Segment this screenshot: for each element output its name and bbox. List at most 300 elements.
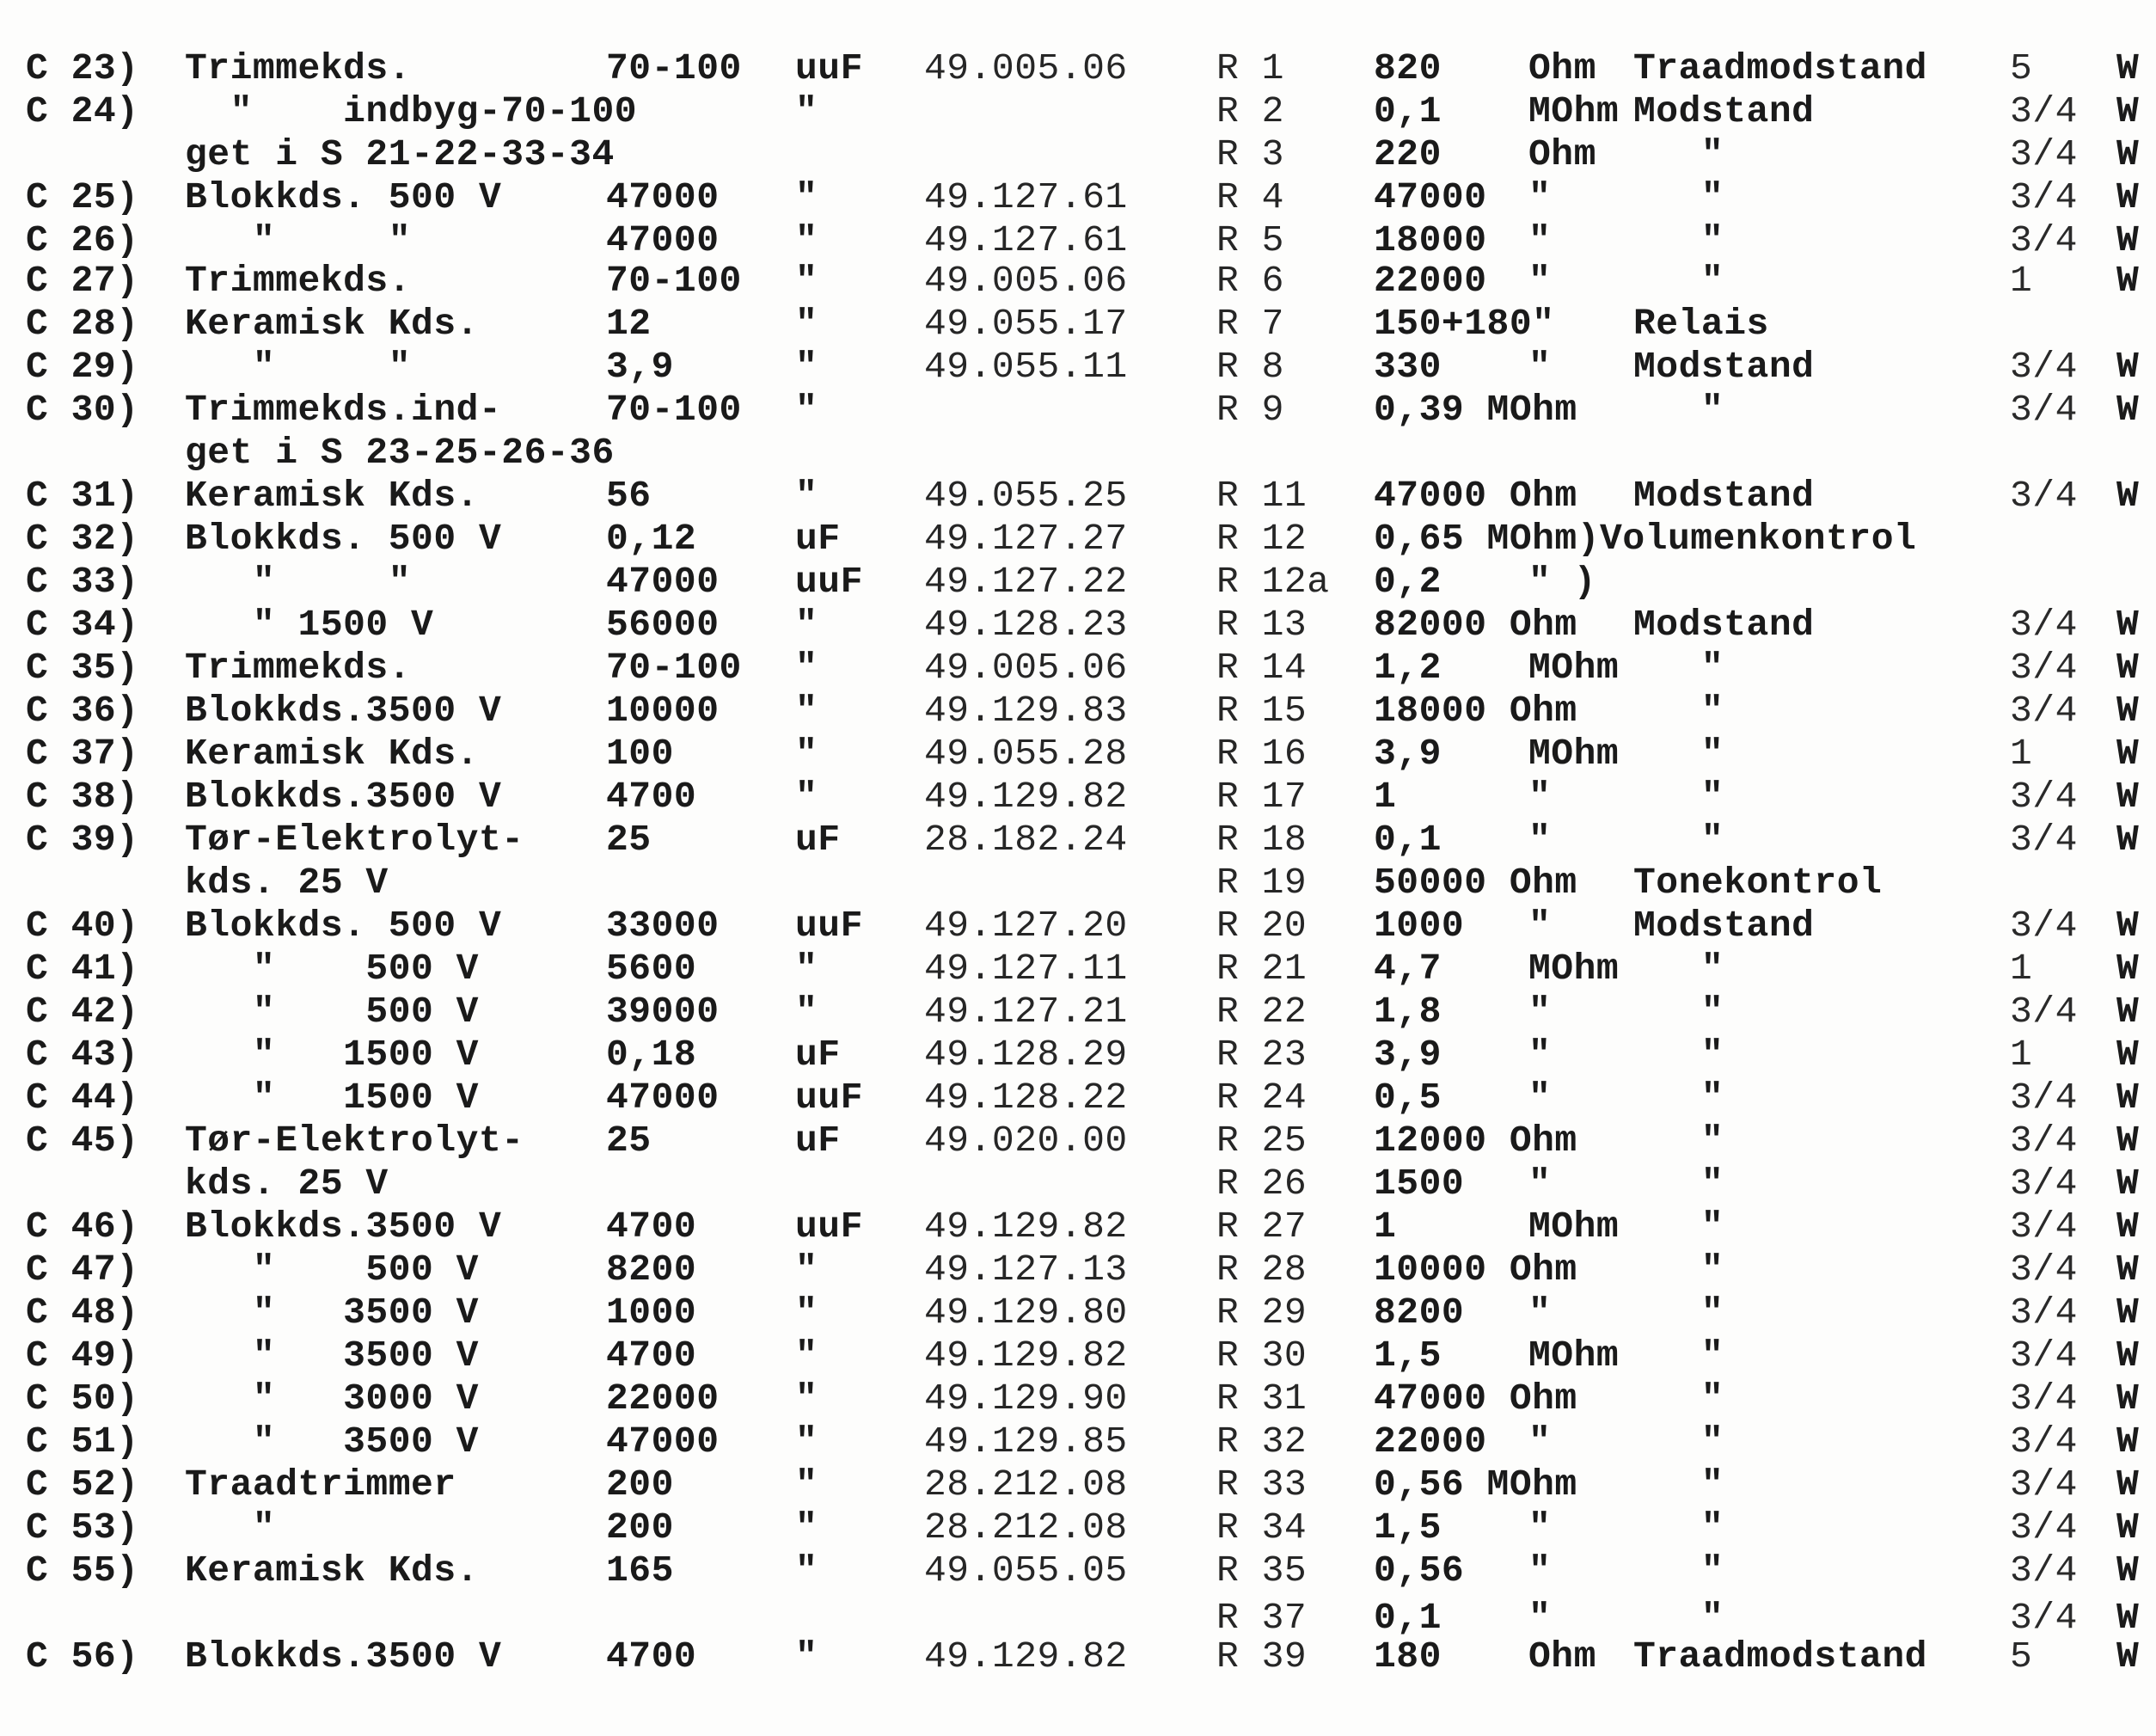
cap-part-number: 49.127.21 — [924, 991, 1128, 1033]
cap-description: " 1500 V — [185, 1077, 479, 1119]
cap-unit: " — [795, 475, 818, 517]
res-wattage: 3/4 — [2010, 219, 2078, 261]
cap-ref: C 23) — [26, 47, 139, 89]
res-value: 1 — [1374, 776, 1397, 818]
cap-value: 4700 — [606, 776, 697, 818]
res-ref: R 12 — [1216, 518, 1308, 560]
res-value: 3,9 — [1374, 733, 1442, 775]
res-unit: " — [1528, 1549, 1552, 1592]
res-wattage: 3/4 — [2010, 389, 2078, 431]
cap-value: 8200 — [606, 1248, 697, 1291]
res-ref: R 1 — [1216, 47, 1284, 89]
res-unit: MOhm — [1528, 1205, 1620, 1248]
res-ref: R 24 — [1216, 1077, 1308, 1119]
cap-ref: C 24) — [26, 90, 139, 132]
cap-unit: uF — [795, 1034, 841, 1076]
res-ref: R 8 — [1216, 346, 1284, 388]
res-ref: R 35 — [1216, 1549, 1308, 1592]
res-watt-unit: W — [2116, 260, 2140, 302]
res-description: " — [1633, 948, 1724, 990]
res-wattage: 3/4 — [2010, 776, 2078, 818]
res-wattage: 3/4 — [2010, 475, 2078, 517]
cap-description: Keramisk Kds. — [185, 303, 479, 345]
cap-value: 47000 — [606, 561, 720, 603]
res-description: Modstand — [1633, 475, 1815, 517]
cap-value: 47000 — [606, 176, 720, 218]
parts-row — [0, 647, 2156, 690]
cap-description: " 3500 V — [185, 1334, 479, 1377]
cap-description: Blokkds.3500 V — [185, 1205, 502, 1248]
cap-ref: C 45) — [26, 1120, 139, 1162]
cap-ref: C 25) — [26, 176, 139, 218]
res-value: 82000 Ohm — [1374, 604, 1577, 646]
cap-part-number: 49.129.80 — [924, 1291, 1128, 1334]
res-ref: R 3 — [1216, 133, 1284, 175]
parts-row — [0, 389, 2156, 432]
res-description: " — [1633, 1034, 1724, 1076]
res-value: 4,7 — [1374, 948, 1442, 990]
res-wattage: 3/4 — [2010, 1077, 2078, 1119]
res-wattage: 3/4 — [2010, 647, 2078, 689]
cap-value: 4700 — [606, 1334, 697, 1377]
res-watt-unit: W — [2116, 1635, 2140, 1678]
res-value: 22000 — [1374, 1420, 1487, 1463]
res-description: " — [1633, 176, 1724, 218]
parts-row — [0, 561, 2156, 604]
res-watt-unit: W — [2116, 1034, 2140, 1076]
cap-description: Tør-Elektrolyt- — [185, 819, 524, 861]
res-value: 47000 — [1374, 176, 1487, 218]
parts-row — [0, 1205, 2156, 1248]
cap-unit: " — [795, 1334, 818, 1377]
cap-ref: C 48) — [26, 1291, 139, 1334]
cap-description: " — [185, 1506, 276, 1549]
cap-part-number: 49.129.82 — [924, 1635, 1128, 1678]
cap-description: " 3500 V — [185, 1291, 479, 1334]
res-description: " — [1633, 1597, 1724, 1639]
res-description: " — [1633, 1420, 1724, 1463]
cap-value: 56000 — [606, 604, 720, 646]
cap-part-number: 49.005.06 — [924, 647, 1128, 689]
res-watt-unit: W — [2116, 991, 2140, 1033]
cap-unit: " — [795, 389, 818, 431]
cap-unit: uF — [795, 518, 841, 560]
res-ref: R 18 — [1216, 819, 1308, 861]
cap-unit: " — [795, 690, 818, 732]
parts-row — [0, 948, 2156, 991]
cap-value: 200 — [606, 1463, 674, 1506]
cap-description: " 500 V — [185, 1248, 479, 1291]
cap-part-number: 49.129.82 — [924, 1334, 1128, 1377]
cap-description: " indbyg-70-100 — [185, 90, 638, 132]
res-value: 10000 Ohm — [1374, 1248, 1577, 1291]
cap-description: Keramisk Kds. — [185, 1549, 479, 1592]
cap-description: " 500 V — [185, 948, 479, 990]
cap-description: kds. 25 V — [185, 862, 389, 904]
parts-row — [0, 862, 2156, 905]
res-description: " — [1633, 1463, 1724, 1506]
cap-ref: C 35) — [26, 647, 139, 689]
cap-unit: " — [795, 1291, 818, 1334]
parts-row — [0, 1291, 2156, 1334]
res-unit: " — [1528, 776, 1552, 818]
cap-unit: " — [795, 219, 818, 261]
parts-row — [0, 346, 2156, 389]
res-wattage: 1 — [2010, 733, 2033, 775]
cap-description: Traadtrimmer — [185, 1463, 456, 1506]
res-wattage: 3/4 — [2010, 1420, 2078, 1463]
res-value: 0,65 MOhm)Volumenkontrol — [1374, 518, 1917, 560]
cap-ref: C 53) — [26, 1506, 139, 1549]
cap-unit: " — [795, 1635, 818, 1678]
cap-value: 70-100 — [606, 647, 742, 689]
cap-description: Trimmekds.ind- — [185, 389, 502, 431]
res-watt-unit: W — [2116, 47, 2140, 89]
cap-ref: C 29) — [26, 346, 139, 388]
res-description: " — [1633, 1291, 1724, 1334]
parts-row — [0, 991, 2156, 1034]
res-ref: R 9 — [1216, 389, 1284, 431]
res-wattage: 3/4 — [2010, 604, 2078, 646]
parts-row — [0, 1120, 2156, 1162]
res-value: 220 — [1374, 133, 1442, 175]
res-value: 1,2 — [1374, 647, 1442, 689]
cap-value: 4700 — [606, 1635, 697, 1678]
res-wattage: 3/4 — [2010, 819, 2078, 861]
res-description: " — [1633, 260, 1724, 302]
res-unit: " — [1528, 1420, 1552, 1463]
res-ref: R 25 — [1216, 1120, 1308, 1162]
cap-value: 70-100 — [606, 389, 742, 431]
cap-part-number: 49.055.28 — [924, 733, 1128, 775]
cap-unit: " — [795, 90, 818, 132]
cap-description: " " — [185, 346, 412, 388]
res-value: 1000 — [1374, 905, 1465, 947]
res-unit: " — [1528, 1162, 1552, 1205]
cap-part-number: 49.127.20 — [924, 905, 1128, 947]
cap-ref: C 26) — [26, 219, 139, 261]
res-ref: R 27 — [1216, 1205, 1308, 1248]
parts-row — [0, 776, 2156, 819]
res-value: 3,9 — [1374, 1034, 1442, 1076]
res-unit: " — [1528, 905, 1552, 947]
res-watt-unit: W — [2116, 1334, 2140, 1377]
cap-part-number: 49.005.06 — [924, 47, 1128, 89]
res-watt-unit: W — [2116, 133, 2140, 175]
parts-row — [0, 518, 2156, 561]
res-value: 18000 Ohm — [1374, 690, 1577, 732]
res-watt-unit: W — [2116, 1549, 2140, 1592]
res-wattage: 3/4 — [2010, 690, 2078, 732]
res-ref: R 12a — [1216, 561, 1330, 603]
parts-row — [0, 176, 2156, 219]
cap-ref: C 44) — [26, 1077, 139, 1119]
cap-description: " 1500 V — [185, 1034, 479, 1076]
res-description: " — [1633, 991, 1724, 1033]
cap-description: Blokkds.3500 V — [185, 776, 502, 818]
cap-description: get i S 21-22-33-34 — [185, 133, 615, 175]
parts-row — [0, 1597, 2156, 1640]
cap-part-number: 49.127.11 — [924, 948, 1128, 990]
res-description: " — [1633, 647, 1724, 689]
res-unit: MOhm — [1528, 733, 1620, 775]
cap-value: 56 — [606, 475, 652, 517]
parts-row — [0, 604, 2156, 647]
cap-description: Blokkds. 500 V — [185, 518, 502, 560]
res-wattage: 3/4 — [2010, 1597, 2078, 1639]
cap-ref: C 42) — [26, 991, 139, 1033]
res-description: " — [1633, 1248, 1724, 1291]
res-wattage: 1 — [2010, 260, 2033, 302]
cap-value: 1000 — [606, 1291, 697, 1334]
cap-unit: uuF — [795, 561, 863, 603]
res-watt-unit: W — [2116, 1205, 2140, 1248]
res-description: Relais — [1633, 303, 1769, 345]
res-watt-unit: W — [2116, 1506, 2140, 1549]
cap-value: 47000 — [606, 1077, 720, 1119]
res-description: Modstand — [1633, 905, 1815, 947]
res-watt-unit: W — [2116, 389, 2140, 431]
res-watt-unit: W — [2116, 1291, 2140, 1334]
parts-row — [0, 690, 2156, 733]
res-watt-unit: W — [2116, 176, 2140, 218]
cap-value: 70-100 — [606, 47, 742, 89]
res-unit: " — [1528, 176, 1552, 218]
cap-description: " " — [185, 219, 412, 261]
res-wattage: 3/4 — [2010, 1334, 2078, 1377]
cap-description: Trimmekds. — [185, 260, 412, 302]
cap-part-number: 28.212.08 — [924, 1506, 1128, 1549]
cap-description: " 3500 V — [185, 1420, 479, 1463]
parts-row — [0, 1034, 2156, 1077]
cap-value: 3,9 — [606, 346, 674, 388]
parts-row — [0, 90, 2156, 133]
res-watt-unit: W — [2116, 604, 2140, 646]
cap-description: Trimmekds. — [185, 647, 412, 689]
cap-part-number: 49.129.83 — [924, 690, 1128, 732]
res-watt-unit: W — [2116, 1248, 2140, 1291]
res-unit: " — [1528, 260, 1552, 302]
parts-row — [0, 1162, 2156, 1205]
cap-part-number: 49.127.22 — [924, 561, 1128, 603]
parts-row — [0, 1506, 2156, 1549]
res-ref: R 2 — [1216, 90, 1284, 132]
res-ref: R 29 — [1216, 1291, 1308, 1334]
res-value: 8200 — [1374, 1291, 1465, 1334]
res-watt-unit: W — [2116, 647, 2140, 689]
parts-row — [0, 303, 2156, 346]
cap-description: Blokkds. 500 V — [185, 176, 502, 218]
res-ref: R 39 — [1216, 1635, 1308, 1678]
cap-part-number: 49.127.27 — [924, 518, 1128, 560]
res-description: " — [1633, 1077, 1724, 1119]
parts-row — [0, 1549, 2156, 1592]
parts-row — [0, 1635, 2156, 1678]
res-wattage: 3/4 — [2010, 1377, 2078, 1420]
res-description: " — [1633, 776, 1724, 818]
res-value: 1 — [1374, 1205, 1397, 1248]
res-watt-unit: W — [2116, 1162, 2140, 1205]
res-unit: " — [1528, 219, 1552, 261]
cap-ref: C 34) — [26, 604, 139, 646]
cap-unit: " — [795, 1377, 818, 1420]
cap-description: Blokkds. 500 V — [185, 905, 502, 947]
res-description: Traadmodstand — [1633, 47, 1927, 89]
cap-description: kds. 25 V — [185, 1162, 389, 1205]
cap-value: 100 — [606, 733, 674, 775]
cap-ref: C 37) — [26, 733, 139, 775]
res-value: 1,5 — [1374, 1334, 1442, 1377]
cap-ref: C 49) — [26, 1334, 139, 1377]
res-wattage: 3/4 — [2010, 1162, 2078, 1205]
cap-unit: uF — [795, 819, 841, 861]
cap-description: Blokkds.3500 V — [185, 1635, 502, 1678]
res-ref: R 34 — [1216, 1506, 1308, 1549]
parts-row — [0, 733, 2156, 776]
res-ref: R 21 — [1216, 948, 1308, 990]
res-wattage: 3/4 — [2010, 991, 2078, 1033]
cap-part-number: 49.129.82 — [924, 1205, 1128, 1248]
cap-ref: C 52) — [26, 1463, 139, 1506]
cap-part-number: 28.182.24 — [924, 819, 1128, 861]
res-ref: R 19 — [1216, 862, 1308, 904]
res-wattage: 3/4 — [2010, 90, 2078, 132]
res-watt-unit: W — [2116, 948, 2140, 990]
res-unit: " — [1528, 1077, 1552, 1119]
res-description: " — [1633, 389, 1724, 431]
res-unit: Ohm — [1528, 133, 1596, 175]
res-description: " — [1633, 1162, 1724, 1205]
cap-value: 10000 — [606, 690, 720, 732]
res-value: 50000 Ohm — [1374, 862, 1577, 904]
res-wattage: 3/4 — [2010, 346, 2078, 388]
parts-row — [0, 1463, 2156, 1506]
parts-row — [0, 1334, 2156, 1377]
parts-row — [0, 1420, 2156, 1463]
cap-ref: C 39) — [26, 819, 139, 861]
cap-description: Trimmekds. — [185, 47, 412, 89]
res-description: Tonekontrol — [1633, 862, 1883, 904]
cap-unit: " — [795, 1506, 818, 1549]
cap-unit: " — [795, 1248, 818, 1291]
cap-unit: " — [795, 1463, 818, 1506]
cap-ref: C 30) — [26, 389, 139, 431]
cap-ref: C 47) — [26, 1248, 139, 1291]
cap-part-number: 49.127.61 — [924, 219, 1128, 261]
res-value: 150+180" — [1374, 303, 1555, 345]
parts-row — [0, 219, 2156, 262]
cap-description: Keramisk Kds. — [185, 475, 479, 517]
cap-value: 47000 — [606, 1420, 720, 1463]
cap-part-number: 49.055.11 — [924, 346, 1128, 388]
res-watt-unit: W — [2116, 733, 2140, 775]
res-ref: R 33 — [1216, 1463, 1308, 1506]
parts-row — [0, 260, 2156, 303]
cap-description: " 500 V — [185, 991, 479, 1033]
res-ref: R 37 — [1216, 1597, 1308, 1639]
cap-unit: " — [795, 1420, 818, 1463]
cap-description: get i S 23-25-26-36 — [185, 432, 615, 474]
parts-row — [0, 905, 2156, 948]
cap-ref: C 33) — [26, 561, 139, 603]
res-unit: MOhm — [1528, 647, 1620, 689]
res-watt-unit: W — [2116, 475, 2140, 517]
parts-row — [0, 432, 2156, 475]
res-value: 0,1 — [1374, 90, 1442, 132]
cap-part-number: 49.128.29 — [924, 1034, 1128, 1076]
res-value: 0,2 — [1374, 561, 1442, 603]
res-ref: R 15 — [1216, 690, 1308, 732]
res-unit: " ) — [1528, 561, 1596, 603]
res-wattage: 3/4 — [2010, 1549, 2078, 1592]
cap-value: 33000 — [606, 905, 720, 947]
cap-part-number: 49.128.23 — [924, 604, 1128, 646]
res-value: 0,56 — [1374, 1549, 1465, 1592]
cap-unit: " — [795, 647, 818, 689]
res-description: Modstand — [1633, 346, 1815, 388]
res-wattage: 3/4 — [2010, 1205, 2078, 1248]
res-description: " — [1633, 133, 1724, 175]
res-value: 1500 — [1374, 1162, 1465, 1205]
cap-unit: " — [795, 176, 818, 218]
cap-description: " 3000 V — [185, 1377, 479, 1420]
res-value: 0,39 MOhm — [1374, 389, 1577, 431]
cap-part-number: 49.020.00 — [924, 1120, 1128, 1162]
cap-part-number: 49.127.61 — [924, 176, 1128, 218]
parts-row — [0, 47, 2156, 90]
res-watt-unit: W — [2116, 690, 2140, 732]
cap-ref: C 28) — [26, 303, 139, 345]
cap-value: 0,18 — [606, 1034, 697, 1076]
cap-ref: C 41) — [26, 948, 139, 990]
cap-ref: C 46) — [26, 1205, 139, 1248]
res-ref: R 7 — [1216, 303, 1284, 345]
res-wattage: 3/4 — [2010, 1120, 2078, 1162]
cap-value: 4700 — [606, 1205, 697, 1248]
cap-value: 22000 — [606, 1377, 720, 1420]
cap-part-number: 28.212.08 — [924, 1463, 1128, 1506]
cap-ref: C 40) — [26, 905, 139, 947]
res-watt-unit: W — [2116, 346, 2140, 388]
cap-part-number: 49.129.90 — [924, 1377, 1128, 1420]
cap-unit: " — [795, 991, 818, 1033]
res-wattage: 3/4 — [2010, 1506, 2078, 1549]
res-description: " — [1633, 1120, 1724, 1162]
cap-value: 0,12 — [606, 518, 697, 560]
res-description: " — [1633, 1205, 1724, 1248]
res-value: 330 — [1374, 346, 1442, 388]
cap-ref: C 31) — [26, 475, 139, 517]
cap-ref: C 43) — [26, 1034, 139, 1076]
res-wattage: 5 — [2010, 1635, 2033, 1678]
res-unit: " — [1528, 346, 1552, 388]
cap-value: 5600 — [606, 948, 697, 990]
parts-row — [0, 133, 2156, 176]
res-description: " — [1633, 819, 1724, 861]
res-wattage: 3/4 — [2010, 905, 2078, 947]
res-value: 1,5 — [1374, 1506, 1442, 1549]
cap-ref: C 51) — [26, 1420, 139, 1463]
parts-row — [0, 1377, 2156, 1420]
res-wattage: 3/4 — [2010, 1248, 2078, 1291]
res-unit: Ohm — [1528, 1635, 1596, 1678]
res-ref: R 26 — [1216, 1162, 1308, 1205]
res-watt-unit: W — [2116, 1120, 2140, 1162]
cap-value: 25 — [606, 819, 652, 861]
res-value: 0,56 MOhm — [1374, 1463, 1577, 1506]
res-value: 0,1 — [1374, 1597, 1442, 1639]
res-ref: R 22 — [1216, 991, 1308, 1033]
